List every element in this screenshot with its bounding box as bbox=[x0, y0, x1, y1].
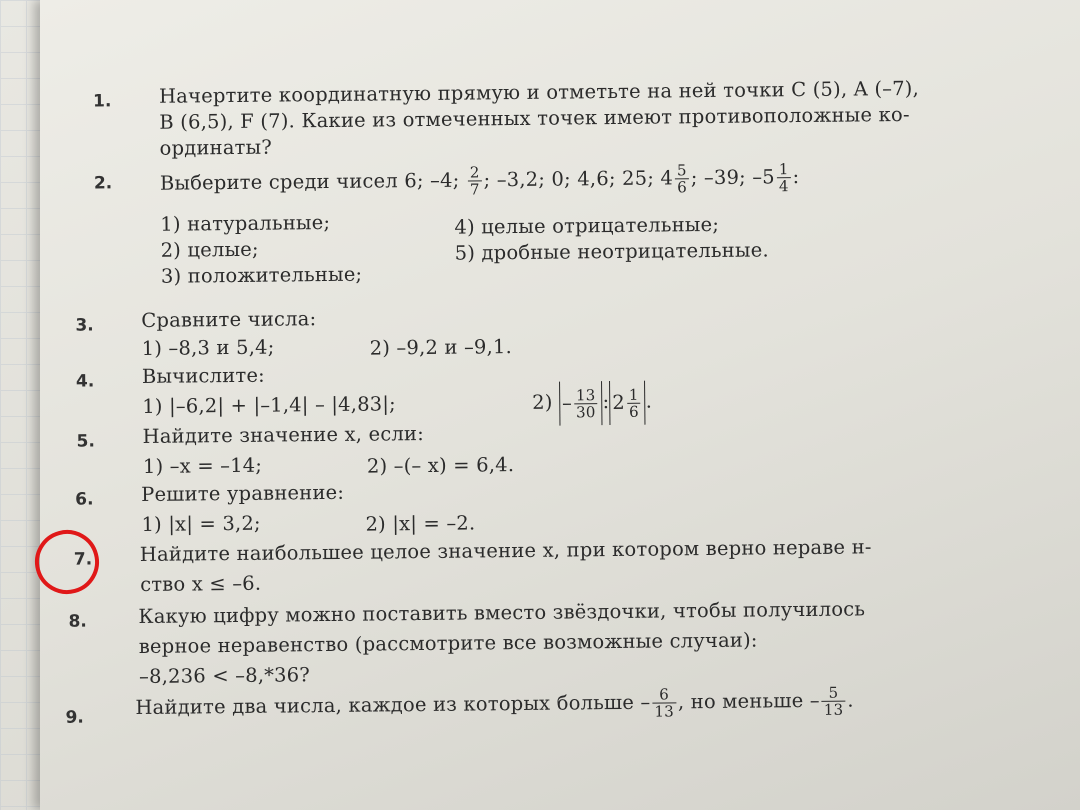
problem-3-part-2: 2) –9,2 и –9,1. bbox=[369, 335, 513, 360]
problem-6-part-1: 1) |x| = 3,2; bbox=[141, 511, 261, 536]
p2-option-5: 5) дробные неотрицательные. bbox=[454, 238, 769, 265]
p9-text-a: Найдите два числа, каждое из которых больше – bbox=[135, 690, 651, 720]
p9-text-b: , но меньше – bbox=[677, 688, 820, 714]
fraction-5-13: $\frac{5}{13}$ bbox=[822, 685, 846, 718]
problem-9-statement bbox=[135, 678, 854, 732]
p2-mid2: ; –39; –5 bbox=[690, 165, 775, 190]
fraction-5-6: $\frac{5}{6}$ bbox=[676, 161, 687, 197]
problem-3-part-1: 1) –8,3 и 5,4; bbox=[141, 335, 275, 360]
problem-1-line-1: Начертите координатную прямую и отметьте на ней точки C (5), A (–7), bbox=[158, 76, 920, 108]
p2-option-1: 1) натуральные; bbox=[160, 210, 331, 236]
problem-4-number: 4. bbox=[75, 371, 95, 392]
p2-suffix: : bbox=[792, 165, 800, 189]
abs-neg-13-30: – $\frac{13}{30}$ bbox=[559, 381, 603, 425]
fraction-1-4: $\frac{1}{4}$ bbox=[778, 160, 789, 196]
problem-3-title: Сравните числа: bbox=[141, 307, 317, 332]
fraction-2-7: $\frac{2}{7}$ bbox=[469, 163, 480, 199]
problem-8-line-3: –8,236 < –8,*36? bbox=[138, 663, 311, 688]
problem-7-number: 7. bbox=[73, 549, 93, 570]
problem-8-number: 8. bbox=[68, 611, 87, 632]
p2-prefix: Выберите среди чисел 6; –4; bbox=[159, 168, 460, 195]
p2-option-4: 4) целые отрицательные; bbox=[454, 212, 720, 239]
problem-2-statement bbox=[160, 154, 800, 207]
problem-1-number: 1. bbox=[92, 91, 112, 112]
problem-7-line-1: Найдите наибольшее целое значение x, при котором верно нераве н- bbox=[139, 535, 872, 566]
problem-4-part-2 bbox=[532, 380, 652, 426]
problem-5-part-2: 2) –(– x) = 6,4. bbox=[366, 453, 515, 478]
p2-option-3: 3) положительные; bbox=[160, 262, 363, 288]
problem-5-number: 5. bbox=[76, 431, 96, 452]
problem-2-number: 2. bbox=[93, 173, 113, 194]
problem-6-part-2: 2) |x| = –2. bbox=[365, 511, 476, 536]
problem-4-part-1: 1) |–6,2| + |–1,4| – |4,83|; bbox=[142, 392, 397, 418]
problem-1-line-3: ординаты? bbox=[159, 135, 273, 160]
problem-5-part-1: 1) –x = –14; bbox=[142, 453, 263, 478]
p4-part-2-label: 2) bbox=[532, 390, 553, 414]
problem-5-title: Найдите значение x, если: bbox=[142, 422, 425, 448]
abs-2-1-6: 2 $\frac{1}{6}$ bbox=[609, 380, 646, 424]
problem-7-line-2: ство x ≤ –6. bbox=[140, 571, 262, 596]
worksheet-content bbox=[40, 0, 1080, 810]
problem-9-number: 9. bbox=[65, 707, 84, 728]
problem-4-title: Вычислите: bbox=[141, 363, 266, 388]
p9-text-c: . bbox=[847, 688, 854, 712]
problem-8-line-2: верное неравенство (рассмотрите все возможные случаи): bbox=[138, 628, 758, 659]
problem-6-number: 6. bbox=[75, 489, 94, 510]
p2-mid: ; –3,2; 0; 4,6; 25; 4 bbox=[483, 166, 674, 192]
problem-1-line-2: B (6,5), F (7). Какие из отмеченных точек имеют противоположные ко- bbox=[159, 102, 910, 134]
problem-8-line-1: Какую цифру можно поставить вместо звёздочки, чтобы получилось bbox=[138, 597, 866, 629]
problem-3-number: 3. bbox=[75, 315, 94, 336]
p2-option-2: 2) целые; bbox=[160, 237, 259, 262]
problem-6-title: Решите уравнение: bbox=[141, 480, 345, 506]
fraction-6-13: $\frac{6}{13}$ bbox=[652, 686, 676, 719]
p4-end: . bbox=[645, 389, 653, 413]
p4-colon: : bbox=[602, 390, 610, 414]
